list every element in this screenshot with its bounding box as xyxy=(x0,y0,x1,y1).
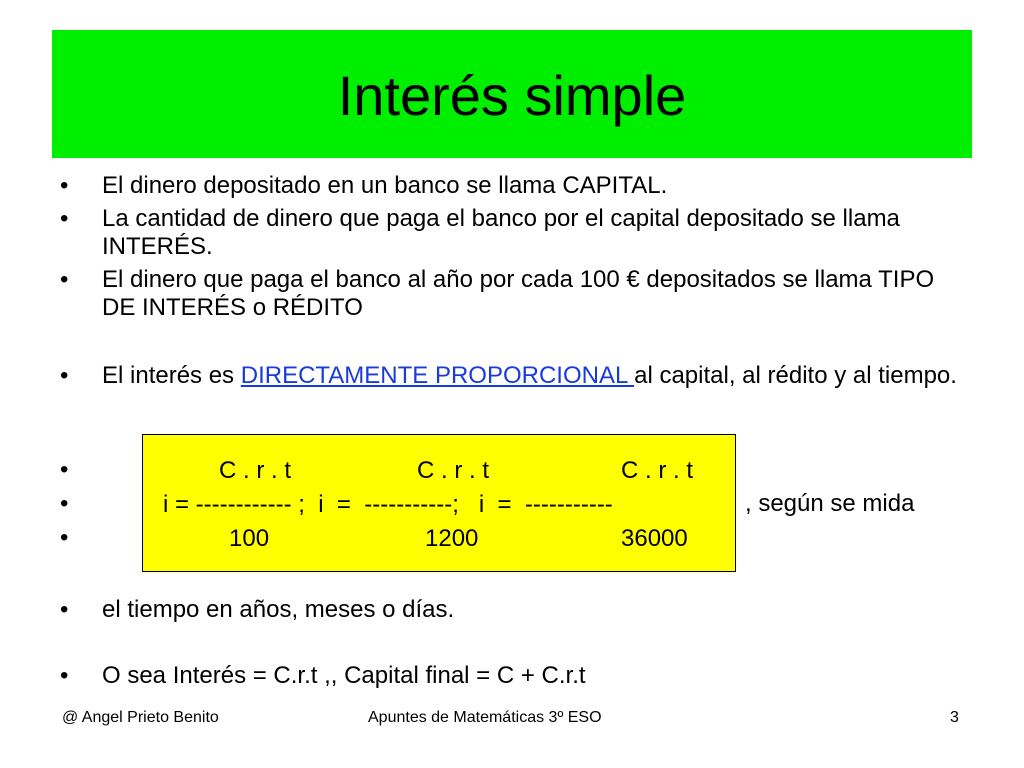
bullet-formula-summary: O sea Interés = C.r.t ,, Capital final = C + C.r.t xyxy=(102,662,586,689)
formula-numerator-months: C . r . t xyxy=(417,457,489,484)
bullet-proporcional-prefix: El interés es xyxy=(102,362,241,389)
formula-denominator-36000: 36000 xyxy=(621,525,688,552)
bullet-tiempo: el tiempo en años, meses o días. xyxy=(102,596,455,623)
bullet-marker: • xyxy=(60,596,69,623)
bullet-marker: • xyxy=(60,490,69,517)
title-banner xyxy=(52,30,972,158)
bullet-marker: • xyxy=(60,266,69,293)
formula-numerator-years: C . r . t xyxy=(219,457,291,484)
bullet-marker: • xyxy=(60,205,69,232)
bullet-redito: El dinero que paga el banco al año por cada 100 € depositados se llama TIPO DE INTERÉS o RÉDITO xyxy=(102,266,935,321)
formula-suffix: , según se mida xyxy=(745,490,915,517)
directamente-proporcional-link[interactable]: DIRECTAMENTE PROPORCIONAL xyxy=(240,362,635,389)
footer-author: @ Angel Prieto Benito xyxy=(62,709,219,726)
formula-numerator-days: C . r . t xyxy=(621,457,693,484)
bullet-interes: La cantidad de dinero que paga el banco por el capital depositado se llama INTERÉS. xyxy=(102,205,900,260)
bullet-marker: • xyxy=(60,662,69,689)
footer-course: Apuntes de Matemáticas 3º ESO xyxy=(368,709,602,726)
formula-denominator-1200: 1200 xyxy=(425,525,479,552)
bullet-capital: El dinero depositado en un banco se llama CAPITAL. xyxy=(102,172,668,199)
formula-fraction-line: i = ------------ ; i = -----------; i = ----------- xyxy=(163,491,613,518)
footer-page-number: 3 xyxy=(950,709,959,726)
bullet-marker: • xyxy=(60,172,69,199)
formula-box xyxy=(142,434,736,572)
slide-title: Interés simple xyxy=(337,64,687,127)
bullet-marker: • xyxy=(60,456,69,483)
bullet-proporcional-suffix: al capital, al rédito y al tiempo. xyxy=(634,362,957,389)
bullet-marker: • xyxy=(60,524,69,551)
bullet-proporcional xyxy=(102,362,962,390)
bullet-marker: • xyxy=(60,362,69,389)
formula-denominator-100: 100 xyxy=(229,525,270,552)
